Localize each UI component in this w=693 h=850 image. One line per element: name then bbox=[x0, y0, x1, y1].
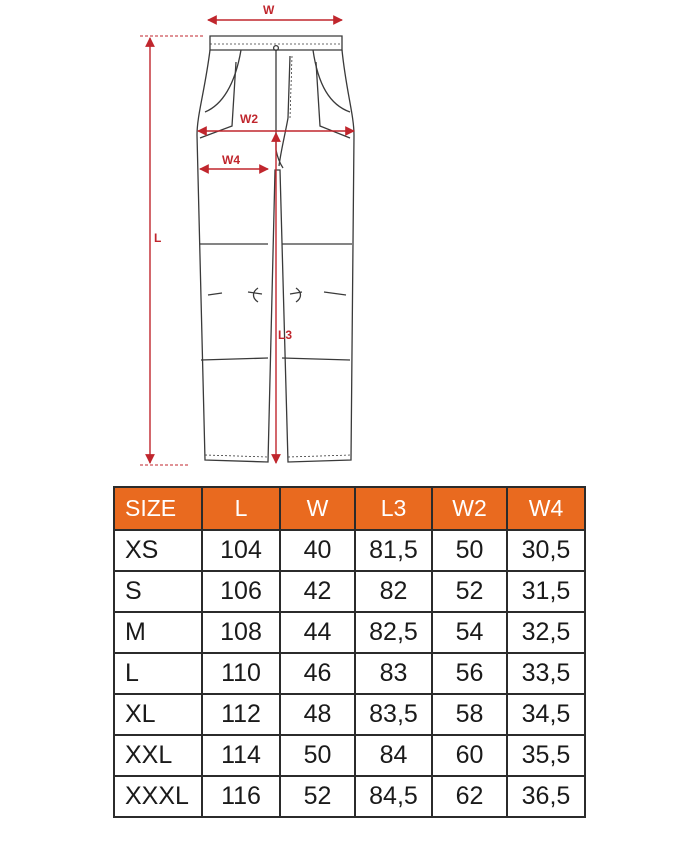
table-row bbox=[114, 653, 585, 694]
size-cell: XL bbox=[114, 694, 202, 735]
table-header-row bbox=[114, 487, 585, 530]
table-cell: 83 bbox=[355, 653, 432, 694]
dimension-lines bbox=[140, 20, 354, 465]
table-cell: 56 bbox=[432, 653, 507, 694]
header-w2: W2 bbox=[432, 487, 507, 530]
table-cell: 112 bbox=[202, 694, 280, 735]
label-w4: W4 bbox=[222, 153, 240, 167]
table-cell: 33,5 bbox=[507, 653, 585, 694]
table-cell: 34,5 bbox=[507, 694, 585, 735]
table-cell: 60 bbox=[432, 735, 507, 776]
header-l3: L3 bbox=[355, 487, 432, 530]
table-cell: 48 bbox=[280, 694, 355, 735]
table-cell: 31,5 bbox=[507, 571, 585, 612]
size-cell: S bbox=[114, 571, 202, 612]
table-cell: 83,5 bbox=[355, 694, 432, 735]
table-cell: 82 bbox=[355, 571, 432, 612]
table-row bbox=[114, 571, 585, 612]
size-chart-table bbox=[113, 486, 586, 818]
size-cell: XXXL bbox=[114, 776, 202, 817]
table-cell: 35,5 bbox=[507, 735, 585, 776]
label-l: L bbox=[154, 231, 162, 245]
table-row bbox=[114, 735, 585, 776]
table-row bbox=[114, 612, 585, 653]
table-cell: 82,5 bbox=[355, 612, 432, 653]
table-cell: 108 bbox=[202, 612, 280, 653]
table-row bbox=[114, 530, 585, 571]
table-cell: 106 bbox=[202, 571, 280, 612]
table-cell: 52 bbox=[280, 776, 355, 817]
table-cell: 42 bbox=[280, 571, 355, 612]
table-cell: 104 bbox=[202, 530, 280, 571]
table-cell: 62 bbox=[432, 776, 507, 817]
table-cell: 30,5 bbox=[507, 530, 585, 571]
size-cell: L bbox=[114, 653, 202, 694]
table-cell: 54 bbox=[432, 612, 507, 653]
table-cell: 36,5 bbox=[507, 776, 585, 817]
table-cell: 84,5 bbox=[355, 776, 432, 817]
table-cell: 50 bbox=[280, 735, 355, 776]
table-cell: 84 bbox=[355, 735, 432, 776]
size-cell: XXL bbox=[114, 735, 202, 776]
table-cell: 114 bbox=[202, 735, 280, 776]
table-cell: 50 bbox=[432, 530, 507, 571]
label-w: W bbox=[263, 3, 275, 17]
header-size: SIZE bbox=[114, 487, 202, 530]
table-row bbox=[114, 776, 585, 817]
size-cell: XS bbox=[114, 530, 202, 571]
table-cell: 81,5 bbox=[355, 530, 432, 571]
header-w4: W4 bbox=[507, 487, 585, 530]
table-cell: 116 bbox=[202, 776, 280, 817]
size-cell: M bbox=[114, 612, 202, 653]
table-cell: 32,5 bbox=[507, 612, 585, 653]
table-cell: 46 bbox=[280, 653, 355, 694]
label-l3: L3 bbox=[278, 328, 293, 342]
table-cell: 58 bbox=[432, 694, 507, 735]
table-row bbox=[114, 694, 585, 735]
table-cell: 110 bbox=[202, 653, 280, 694]
label-w2: W2 bbox=[240, 112, 258, 126]
table-cell: 40 bbox=[280, 530, 355, 571]
table-cell: 52 bbox=[432, 571, 507, 612]
header-w: W bbox=[280, 487, 355, 530]
header-l: L bbox=[202, 487, 280, 530]
table-cell: 44 bbox=[280, 612, 355, 653]
